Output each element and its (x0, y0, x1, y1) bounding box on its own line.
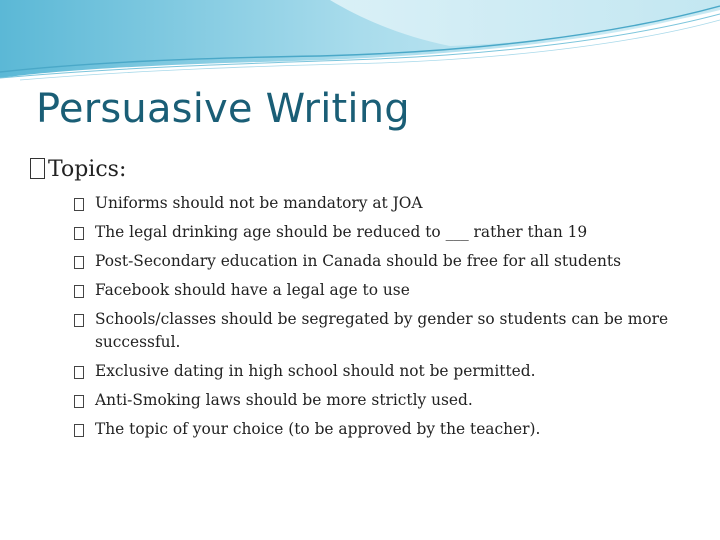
square-bullet-icon (74, 227, 84, 240)
topics-list (74, 192, 695, 447)
square-bullet-icon (74, 395, 84, 408)
square-bullet-icon (74, 424, 84, 437)
square-bullet-icon (74, 198, 84, 211)
list-item: The legal drinking age should be reduced to ___ rather than 19 (74, 221, 695, 245)
square-bullet-icon (30, 158, 45, 179)
square-bullet-icon (74, 314, 84, 327)
slide-title: Persuasive Writing (36, 86, 410, 132)
square-bullet-icon (74, 285, 84, 298)
square-bullet-icon (74, 366, 84, 379)
list-item: Exclusive dating in high school should not be permitted. (74, 360, 695, 384)
list-item: Facebook should have a legal age to use (74, 279, 695, 303)
header-wave-decoration (0, 0, 720, 90)
topics-label: Topics: (48, 157, 127, 182)
list-item: Uniforms should not be mandatory at JOA (74, 192, 695, 216)
list-item: Anti-Smoking laws should be more strictly used. (74, 389, 695, 413)
list-item: Post-Secondary education in Canada should be free for all students (74, 250, 695, 274)
list-item: The topic of your choice (to be approved by the teacher). (74, 418, 695, 442)
topics-heading (30, 157, 126, 182)
list-item: Schools/classes should be segregated by gender so students can be more successful. (74, 308, 695, 355)
square-bullet-icon (74, 256, 84, 269)
